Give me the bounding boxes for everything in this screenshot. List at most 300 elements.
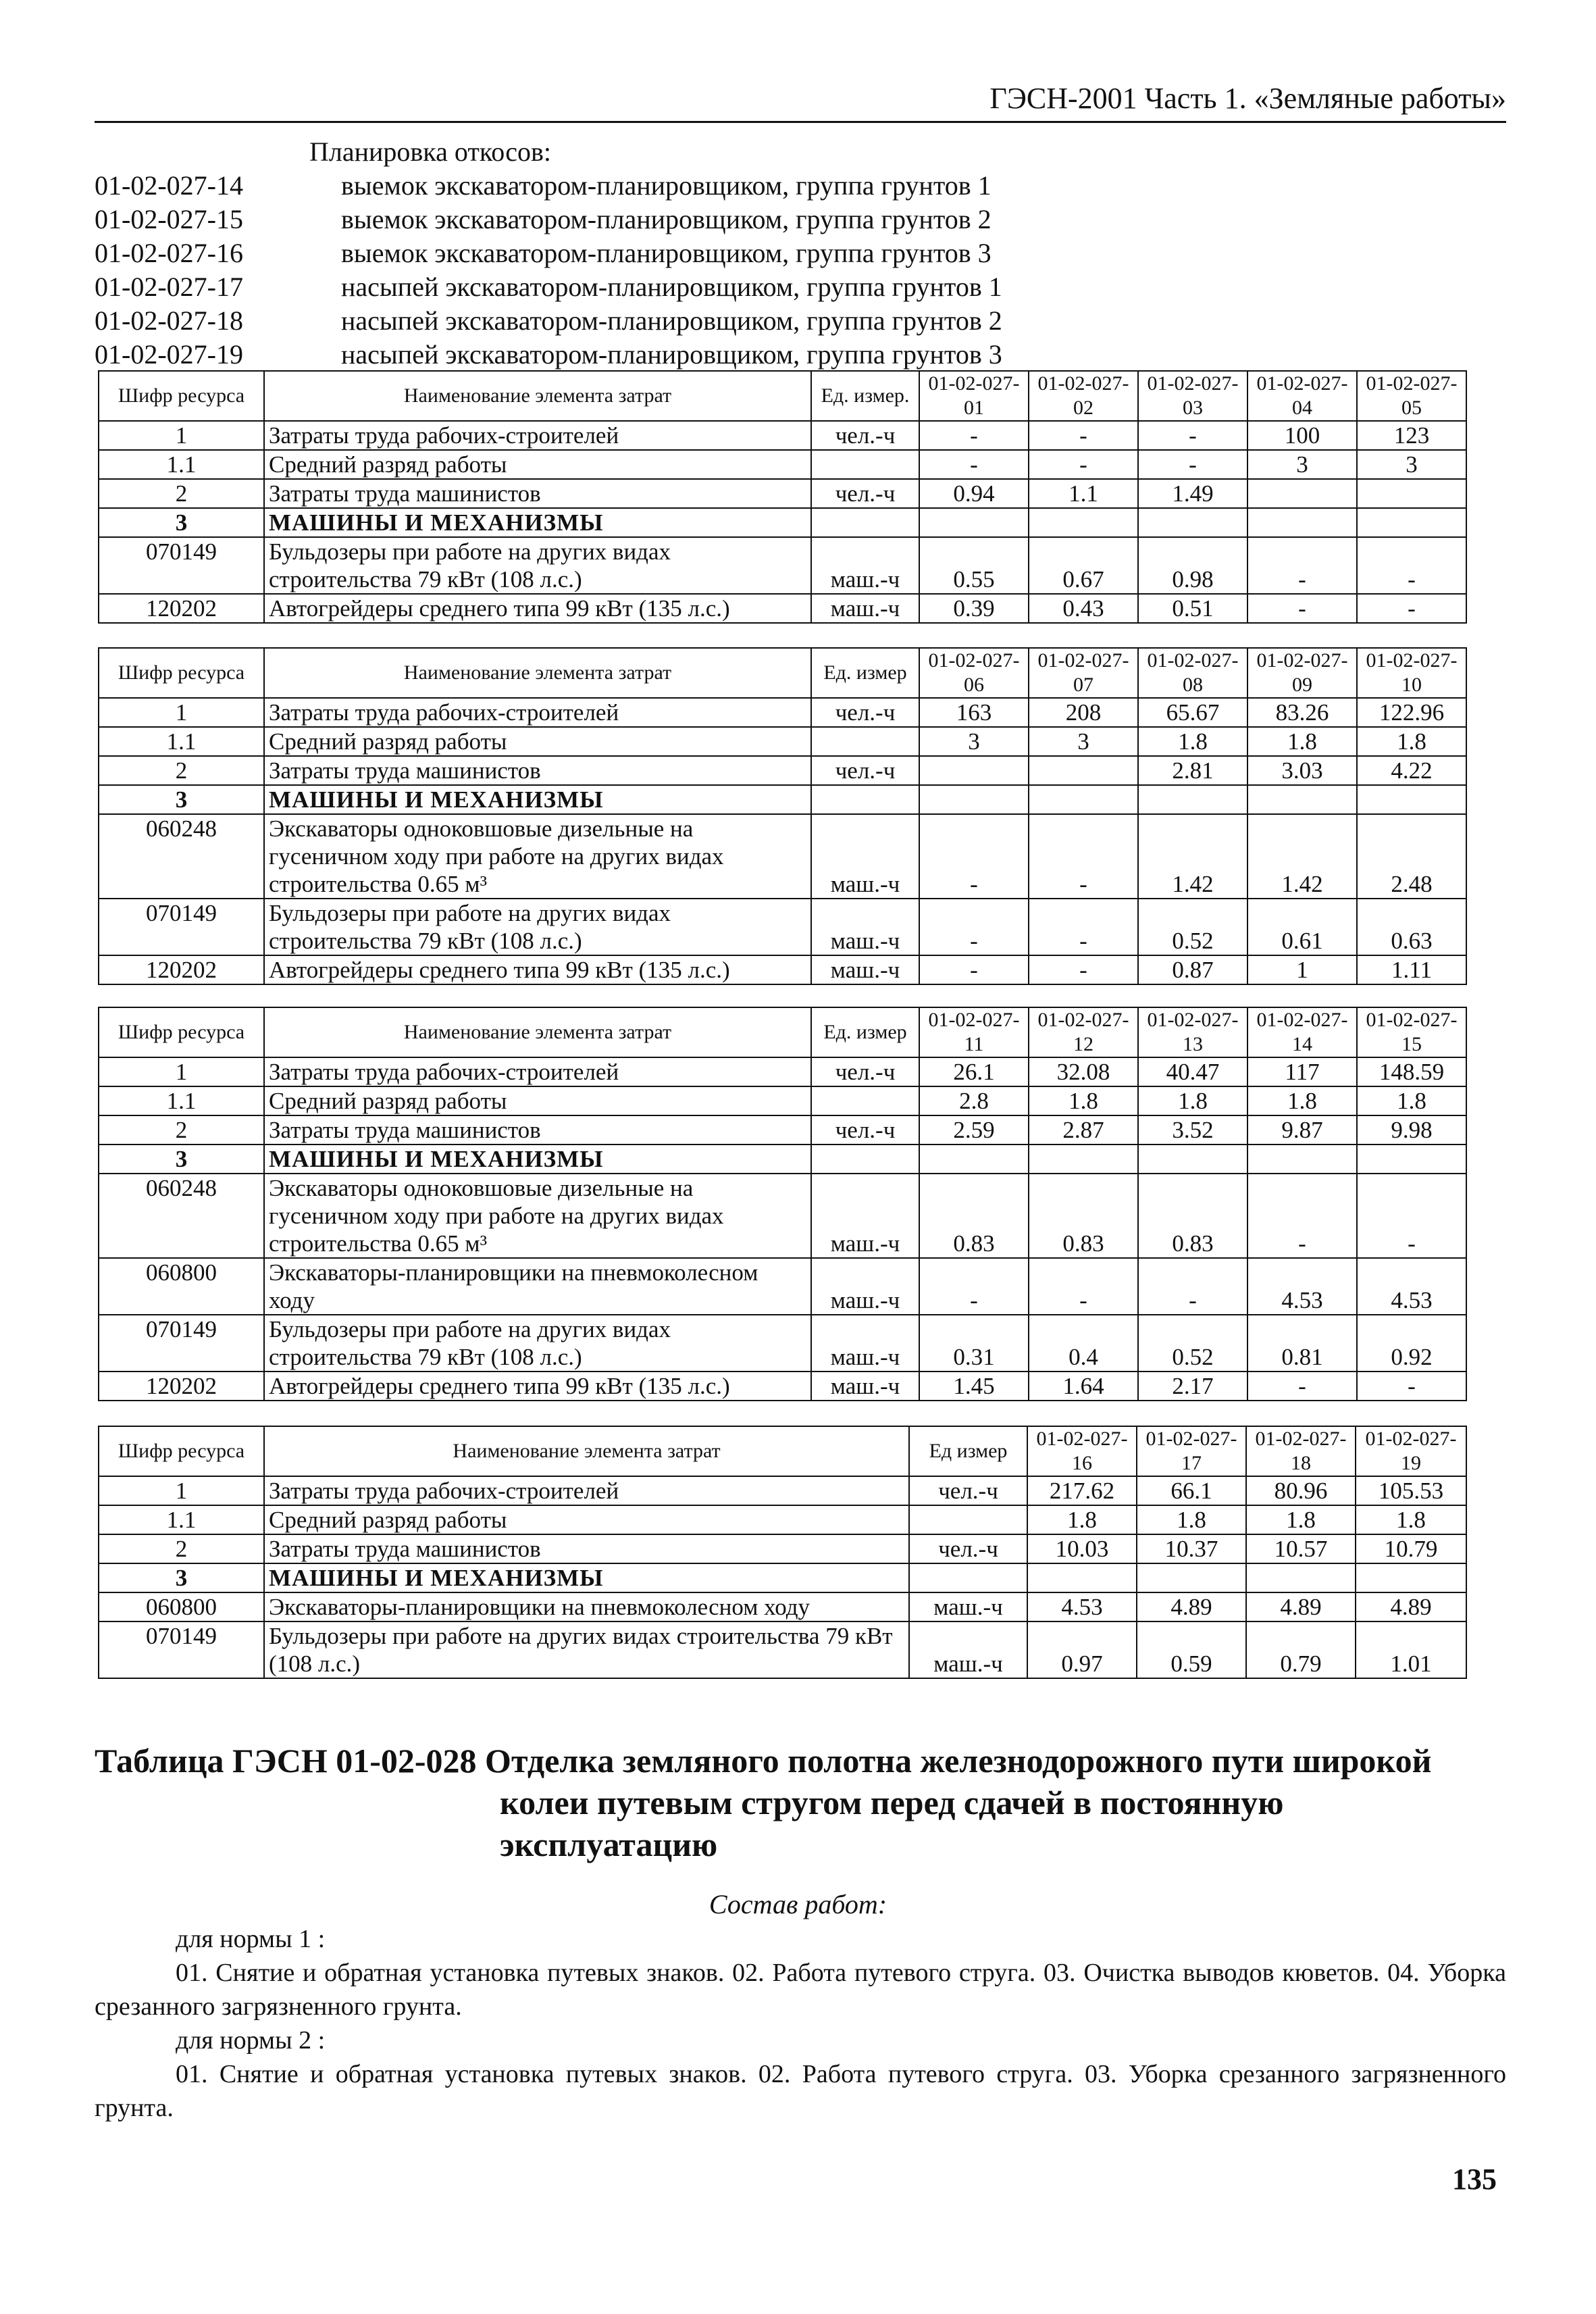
table-header-row: [99, 371, 1466, 421]
unit: маш.-ч: [909, 1592, 1027, 1621]
header-norm-code: 01-02-027-18: [1246, 1426, 1356, 1476]
table-row: [99, 1315, 1466, 1372]
norm-value: 217.62: [1027, 1476, 1137, 1505]
norm-value: 1.64: [1029, 1372, 1138, 1401]
table-row: [99, 1505, 1466, 1534]
resource-code: 060248: [99, 814, 264, 899]
resource-code: 1.1: [99, 1086, 264, 1115]
unit: маш.-ч: [811, 1372, 919, 1401]
planning-item-code: 01-02-027-18: [95, 305, 243, 336]
norm-value: 0.94: [919, 479, 1029, 508]
cost-element-name: Затраты труда рабочих-строителей: [264, 1476, 909, 1505]
norm-value: 1.42: [1138, 814, 1247, 899]
resource-code: 3: [99, 1563, 264, 1592]
header-unit: Ед. измер: [811, 1007, 919, 1057]
resource-code: 060800: [99, 1258, 264, 1315]
planning-item: [95, 270, 1513, 304]
norm-value: 3.03: [1247, 756, 1357, 785]
norm-value: [1029, 508, 1138, 537]
cost-element-name: Бульдозеры при работе на других видах строительства 79 кВт (108 л.с.): [264, 1621, 909, 1678]
unit: маш.-ч: [811, 594, 919, 623]
header-cost-element: Наименование элемента затрат: [264, 371, 811, 421]
norm-value: [1247, 479, 1357, 508]
table-row: [99, 955, 1466, 984]
header-norm-code: 01-02-027-12: [1029, 1007, 1138, 1057]
norm-value: 1.8: [1246, 1505, 1356, 1534]
planning-item: [95, 338, 1513, 372]
cost-element-name: Экскаваторы одноковшовые дизельные на гусеничном ходу при работе на других видах строительства 0.65 м³: [264, 1174, 811, 1258]
norm-value: 2.81: [1138, 756, 1247, 785]
unit: чел.-ч: [909, 1476, 1027, 1505]
resource-code: 1: [99, 698, 264, 727]
resource-code: 070149: [99, 537, 264, 594]
norm-value: -: [919, 814, 1029, 899]
norm-value: 3: [1357, 450, 1466, 479]
norm-value: -: [1029, 899, 1138, 955]
header-norm-code: 01-02-027-17: [1137, 1426, 1246, 1476]
norm-value: [919, 508, 1029, 537]
norm-value: 208: [1029, 698, 1138, 727]
norm-value: 1.8: [1357, 1086, 1466, 1115]
table-row: [99, 1145, 1466, 1174]
header-norm-code: 01-02-027-02: [1029, 371, 1138, 421]
norm-value: 4.53: [1027, 1592, 1137, 1621]
norm-value: -: [1247, 1372, 1357, 1401]
norm-value: [1356, 1563, 1466, 1592]
resource-code: 3: [99, 1145, 264, 1174]
planning-item: [95, 169, 1513, 203]
norm-value: 9.98: [1357, 1115, 1466, 1145]
norm-value: 0.92: [1357, 1315, 1466, 1372]
table-row: [99, 1174, 1466, 1258]
norm-value: [1029, 1145, 1138, 1174]
norm-value: [1138, 1145, 1247, 1174]
norm-value: 163: [919, 698, 1029, 727]
resource-code: 1: [99, 1057, 264, 1086]
resource-code: 2: [99, 756, 264, 785]
cost-element-name: Экскаваторы-планировщики на пневмоколесном ходу: [264, 1258, 811, 1315]
norm-value: 0.63: [1357, 899, 1466, 955]
header-norm-code: 01-02-027-19: [1356, 1426, 1466, 1476]
unit: [811, 1086, 919, 1115]
norm-value: 1.45: [919, 1372, 1029, 1401]
planning-item-text: насыпей экскаватором-планировщиком, группа грунтов 3: [341, 339, 1002, 370]
norm-value: 0.59: [1137, 1621, 1246, 1678]
norm-value: 0.39: [919, 594, 1029, 623]
unit: чел.-ч: [811, 1115, 919, 1145]
table-row: [99, 421, 1466, 450]
norm-2-text: 01. Снятие и обратная установка путевых знаков. 02. Работа путевого струга. 03. Уборка срезанного загрязненного грунта.: [95, 2060, 1506, 2122]
norm-value: -: [1247, 537, 1357, 594]
cost-element-name: Бульдозеры при работе на других видах строительства 79 кВт (108 л.с.): [264, 537, 811, 594]
table-row: [99, 1592, 1466, 1621]
norm-value: 3: [1247, 450, 1357, 479]
norm-value: 2.59: [919, 1115, 1029, 1145]
norm-value: [1138, 785, 1247, 814]
table-row: [99, 727, 1466, 756]
table-row: [99, 450, 1466, 479]
norm-value: [1029, 756, 1138, 785]
norm-value: 3.52: [1138, 1115, 1247, 1145]
header-norm-code: 01-02-027-10: [1357, 648, 1466, 698]
planning-item-code: 01-02-027-19: [95, 339, 243, 370]
table-row: [99, 537, 1466, 594]
resource-code: 1.1: [99, 727, 264, 756]
composition-title: Состав работ:: [709, 1889, 887, 1919]
norm-value: [1246, 1563, 1356, 1592]
unit: маш.-ч: [811, 814, 919, 899]
resource-code: 060800: [99, 1592, 264, 1621]
resource-table-1: [98, 370, 1467, 624]
norm-value: -: [919, 1258, 1029, 1315]
cost-element-name: Средний разряд работы: [264, 450, 811, 479]
unit: чел.-ч: [811, 698, 919, 727]
unit: [811, 450, 919, 479]
norm-value: 4.89: [1137, 1592, 1246, 1621]
planning-item-code: 01-02-027-15: [95, 204, 243, 234]
norm-value: 1.8: [1356, 1505, 1466, 1534]
header-norm-code: 01-02-027-11: [919, 1007, 1029, 1057]
composition-of-works: [95, 1922, 1506, 2125]
norm-value: 2.87: [1029, 1115, 1138, 1145]
norm-value: 1.8: [1027, 1505, 1137, 1534]
norm-value: 148.59: [1357, 1057, 1466, 1086]
table-row: [99, 479, 1466, 508]
norm-value: 0.31: [919, 1315, 1029, 1372]
unit: [811, 508, 919, 537]
cost-element-name: МАШИНЫ И МЕХАНИЗМЫ: [264, 785, 811, 814]
header-unit: Ед измер: [909, 1426, 1027, 1476]
planning-item-code: 01-02-027-17: [95, 272, 243, 302]
norm-value: 0.83: [1138, 1174, 1247, 1258]
cost-element-name: Средний разряд работы: [264, 1086, 811, 1115]
norm-value: -: [919, 450, 1029, 479]
cost-element-name: Автогрейдеры среднего типа 99 кВт (135 л.с.): [264, 594, 811, 623]
resource-table-3: [98, 1007, 1467, 1401]
norm-value: 0.4: [1029, 1315, 1138, 1372]
cost-element-name: Затраты труда машинистов: [264, 1115, 811, 1145]
norm-value: 1.8: [1247, 1086, 1357, 1115]
norm-value: 1.11: [1357, 955, 1466, 984]
unit: чел.-ч: [811, 756, 919, 785]
norm-value: 4.89: [1356, 1592, 1466, 1621]
table-row: [99, 1086, 1466, 1115]
norm-value: [1027, 1563, 1137, 1592]
norm-value: 1.49: [1138, 479, 1247, 508]
norm-value: [1137, 1563, 1246, 1592]
cost-element-name: Бульдозеры при работе на других видах строительства 79 кВт (108 л.с.): [264, 1315, 811, 1372]
planning-item: [95, 304, 1513, 338]
resource-code: 2: [99, 1115, 264, 1145]
norm-value: 32.08: [1029, 1057, 1138, 1086]
norm-value: 0.83: [1029, 1174, 1138, 1258]
norm-value: -: [1029, 1258, 1138, 1315]
unit: маш.-ч: [811, 1174, 919, 1258]
resource-code: 070149: [99, 1315, 264, 1372]
page-number: 135: [1452, 2163, 1497, 2196]
norm-value: 0.61: [1247, 899, 1357, 955]
norm-value: 10.03: [1027, 1534, 1137, 1563]
norm-value: 0.67: [1029, 537, 1138, 594]
norm-value: 123: [1357, 421, 1466, 450]
unit: маш.-ч: [811, 955, 919, 984]
planning-item-text: насыпей экскаватором-планировщиком, группа грунтов 1: [341, 272, 1002, 302]
norm-value: 100: [1247, 421, 1357, 450]
norm-value: -: [1029, 450, 1138, 479]
unit: чел.-ч: [811, 479, 919, 508]
unit: [909, 1563, 1027, 1592]
norm-value: -: [1029, 814, 1138, 899]
resource-code: 070149: [99, 1621, 264, 1678]
cost-element-name: Средний разряд работы: [264, 1505, 909, 1534]
header-cost-element: Наименование элемента затрат: [264, 1007, 811, 1057]
header-norm-code: 01-02-027-05: [1357, 371, 1466, 421]
norm-value: 26.1: [919, 1057, 1029, 1086]
table-row: [99, 814, 1466, 899]
header-cost-element: Наименование элемента затрат: [264, 1426, 909, 1476]
norm-value: -: [1357, 594, 1466, 623]
cost-element-name: Затраты труда рабочих-строителей: [264, 421, 811, 450]
table-row: [99, 1563, 1466, 1592]
norm-value: 0.98: [1138, 537, 1247, 594]
table-row: [99, 698, 1466, 727]
planning-item-text: выемок экскаватором-планировщиком, группа грунтов 3: [341, 238, 992, 268]
norm-value: -: [1029, 421, 1138, 450]
header-resource-code: Шифр ресурса: [99, 371, 264, 421]
cost-element-name: МАШИНЫ И МЕХАНИЗМЫ: [264, 1563, 909, 1592]
norm-value: 1.8: [1138, 727, 1247, 756]
cost-element-name: Затраты труда машинистов: [264, 479, 811, 508]
norm-value: 0.87: [1138, 955, 1247, 984]
norm-value: 4.22: [1357, 756, 1466, 785]
table-row: [99, 785, 1466, 814]
resource-code: 2: [99, 1534, 264, 1563]
cost-element-name: Затраты труда машинистов: [264, 756, 811, 785]
unit: маш.-ч: [811, 1315, 919, 1372]
norm-value: 0.55: [919, 537, 1029, 594]
table-header-row: [99, 1426, 1466, 1476]
cost-element-name: Экскаваторы одноковшовые дизельные на гусеничном ходу при работе на других видах строительства 0.65 м³: [264, 814, 811, 899]
norm-value: -: [919, 421, 1029, 450]
norm-value: 40.47: [1138, 1057, 1247, 1086]
norm-value: 66.1: [1137, 1476, 1246, 1505]
norm-value: -: [1357, 1372, 1466, 1401]
header-resource-code: Шифр ресурса: [99, 648, 264, 698]
norm-1-text: 01. Снятие и обратная установка путевых знаков. 02. Работа путевого струга. 03. Очистка выводов кюветов. 04. Уборка срезанного загрязненного грунта.: [95, 1959, 1506, 2021]
norm-value: 3: [919, 727, 1029, 756]
planning-title: Планировка откосов:: [309, 136, 551, 167]
norm-value: 9.87: [1247, 1115, 1357, 1145]
norm-value: 10.37: [1137, 1534, 1246, 1563]
norm-value: 2.48: [1357, 814, 1466, 899]
header-norm-code: 01-02-027-06: [919, 648, 1029, 698]
norm-value: 10.57: [1246, 1534, 1356, 1563]
norm-2-label: для нормы 2 :: [176, 2026, 326, 2055]
norm-value: 122.96: [1357, 698, 1466, 727]
resource-code: 070149: [99, 899, 264, 955]
unit: чел.-ч: [909, 1534, 1027, 1563]
norm-value: [1357, 785, 1466, 814]
norm-value: [919, 785, 1029, 814]
norm-value: 0.43: [1029, 594, 1138, 623]
norm-value: -: [1138, 450, 1247, 479]
resource-code: 2: [99, 479, 264, 508]
norm-value: 1.1: [1029, 479, 1138, 508]
norm-value: 10.79: [1356, 1534, 1466, 1563]
unit: маш.-ч: [811, 1258, 919, 1315]
header-norm-code: 01-02-027-13: [1138, 1007, 1247, 1057]
norm-value: 4.53: [1247, 1258, 1357, 1315]
planning-item-text: выемок экскаватором-планировщиком, группа грунтов 2: [341, 204, 992, 234]
norm-value: 3: [1029, 727, 1138, 756]
table-row: [99, 1372, 1466, 1401]
planning-list: [95, 135, 1513, 372]
cost-element-name: Затраты труда рабочих-строителей: [264, 698, 811, 727]
cost-element-name: Затраты труда рабочих-строителей: [264, 1057, 811, 1086]
norm-value: [1247, 1145, 1357, 1174]
header-norm-code: 01-02-027-07: [1029, 648, 1138, 698]
norm-value: -: [919, 955, 1029, 984]
norm-value: [1357, 1145, 1466, 1174]
norm-value: [919, 1145, 1029, 1174]
table-row: [99, 1476, 1466, 1505]
header-cost-element: Наименование элемента затрат: [264, 648, 811, 698]
table-row: [99, 594, 1466, 623]
resource-code: 3: [99, 508, 264, 537]
resource-table-2: [98, 647, 1467, 985]
resource-code: 1: [99, 1476, 264, 1505]
table-title: Таблица ГЭСН 01-02-028 Отделка земляного полотна железнодорожного пути широкой колеи путевым стругом перед сдачей в постоянную эксплуатацию: [95, 1742, 1432, 1863]
header-norm-code: 01-02-027-08: [1138, 648, 1247, 698]
norm-value: 1: [1247, 955, 1357, 984]
table-row: [99, 508, 1466, 537]
norm-value: [1357, 508, 1466, 537]
norm-value: 0.81: [1247, 1315, 1357, 1372]
norm-value: [1247, 785, 1357, 814]
norm-value: 1.01: [1356, 1621, 1466, 1678]
resource-code: 060248: [99, 1174, 264, 1258]
norm-value: -: [919, 899, 1029, 955]
resource-code: 1: [99, 421, 264, 450]
table-header-row: [99, 648, 1466, 698]
norm-value: 0.52: [1138, 899, 1247, 955]
unit: маш.-ч: [909, 1621, 1027, 1678]
norm-value: 0.97: [1027, 1621, 1137, 1678]
unit: чел.-ч: [811, 1057, 919, 1086]
planning-item-code: 01-02-027-14: [95, 170, 243, 201]
norm-value: 65.67: [1138, 698, 1247, 727]
header-unit: Ед. измер.: [811, 371, 919, 421]
cost-element-name: Автогрейдеры среднего типа 99 кВт (135 л.с.): [264, 955, 811, 984]
norm-value: 117: [1247, 1057, 1357, 1086]
header-resource-code: Шифр ресурса: [99, 1426, 264, 1476]
header-norm-code: 01-02-027-09: [1247, 648, 1357, 698]
planning-item-text: выемок экскаватором-планировщиком, группа грунтов 1: [341, 170, 992, 201]
cost-element-name: Автогрейдеры среднего типа 99 кВт (135 л.с.): [264, 1372, 811, 1401]
table-row: [99, 756, 1466, 785]
resource-code: 120202: [99, 594, 264, 623]
unit: [811, 785, 919, 814]
resource-code: 1.1: [99, 1505, 264, 1534]
norm-value: -: [1247, 1174, 1357, 1258]
norm-value: 1.42: [1247, 814, 1357, 899]
unit: [909, 1505, 1027, 1534]
norm-value: 1.8: [1357, 727, 1466, 756]
planning-item-text: насыпей экскаватором-планировщиком, группа грунтов 2: [341, 305, 1002, 336]
norm-value: -: [1247, 594, 1357, 623]
resource-code: 120202: [99, 955, 264, 984]
header-norm-code: 01-02-027-04: [1247, 371, 1357, 421]
table-row: [99, 899, 1466, 955]
resource-code: 120202: [99, 1372, 264, 1401]
unit: [811, 1145, 919, 1174]
header-norm-code: 01-02-027-15: [1357, 1007, 1466, 1057]
unit: [811, 727, 919, 756]
cost-element-name: Средний разряд работы: [264, 727, 811, 756]
norm-value: 0.79: [1246, 1621, 1356, 1678]
header-resource-code: Шифр ресурса: [99, 1007, 264, 1057]
norm-value: 1.8: [1029, 1086, 1138, 1115]
cost-element-name: МАШИНЫ И МЕХАНИЗМЫ: [264, 508, 811, 537]
header-norm-code: 01-02-027-14: [1247, 1007, 1357, 1057]
table-row: [99, 1057, 1466, 1086]
resource-table-4: [98, 1426, 1467, 1679]
norm-value: -: [1138, 1258, 1247, 1315]
norm-value: 2.17: [1138, 1372, 1247, 1401]
norm-value: 0.52: [1138, 1315, 1247, 1372]
planning-item-code: 01-02-027-16: [95, 238, 243, 268]
table-row: [99, 1534, 1466, 1563]
norm-value: [1138, 508, 1247, 537]
header-norm-code: 01-02-027-16: [1027, 1426, 1137, 1476]
planning-items: [95, 169, 1513, 372]
norm-value: 1.8: [1137, 1505, 1246, 1534]
resource-code: 3: [99, 785, 264, 814]
header-norm-code: 01-02-027-03: [1138, 371, 1247, 421]
cost-element-name: Экскаваторы-планировщики на пневмоколесном ходу: [264, 1592, 909, 1621]
table-row: [99, 1621, 1466, 1678]
norm-value: 1.8: [1247, 727, 1357, 756]
norm-value: -: [1029, 955, 1138, 984]
norm-value: -: [1357, 537, 1466, 594]
norm-value: 0.51: [1138, 594, 1247, 623]
norm-value: 105.53: [1356, 1476, 1466, 1505]
norm-value: -: [1138, 421, 1247, 450]
header-unit: Ед. измер: [811, 648, 919, 698]
norm-value: [1357, 479, 1466, 508]
header-norm-code: 01-02-027-01: [919, 371, 1029, 421]
norm-value: 0.83: [919, 1174, 1029, 1258]
unit: чел.-ч: [811, 421, 919, 450]
norm-value: -: [1357, 1174, 1466, 1258]
unit: маш.-ч: [811, 899, 919, 955]
table-row: [99, 1115, 1466, 1145]
table-row: [99, 1258, 1466, 1315]
norm-value: 4.89: [1246, 1592, 1356, 1621]
norm-value: [1029, 785, 1138, 814]
norm-value: [1247, 508, 1357, 537]
planning-item: [95, 203, 1513, 236]
resource-code: 1.1: [99, 450, 264, 479]
cost-element-name: Затраты труда машинистов: [264, 1534, 909, 1563]
norm-value: 83.26: [1247, 698, 1357, 727]
planning-item: [95, 236, 1513, 270]
norm-value: 4.53: [1357, 1258, 1466, 1315]
table-header-row: [99, 1007, 1466, 1057]
norm-value: 2.8: [919, 1086, 1029, 1115]
norm-value: 80.96: [1246, 1476, 1356, 1505]
cost-element-name: МАШИНЫ И МЕХАНИЗМЫ: [264, 1145, 811, 1174]
